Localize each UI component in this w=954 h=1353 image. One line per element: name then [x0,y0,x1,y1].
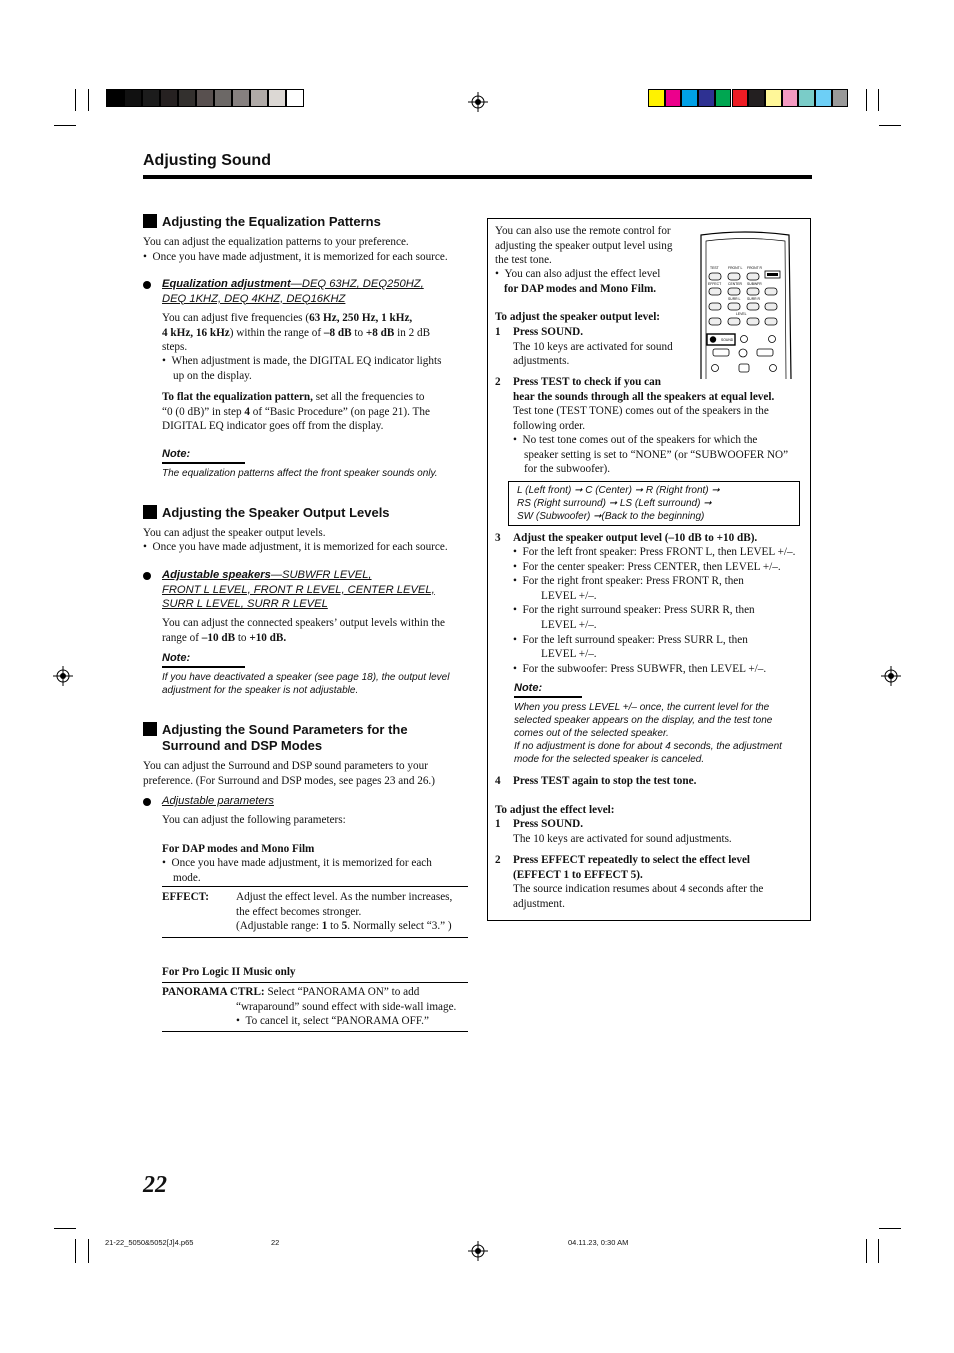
bullet-icon [143,572,151,580]
footer-file: 21-22_5050&5052[J]4.p65 [105,1238,194,1247]
note-rule [162,462,245,464]
remote-control-illustration [699,231,792,381]
remote-intro: You can also use the remote control for adjusting the speaker output level using the test tone. [495,225,673,267]
step-2-number: 2 [495,376,501,388]
color-swatch [765,89,782,107]
registration-target-icon [53,666,73,686]
step-2-bullet: • No test tone comes out of the speakers for which the speaker setting is set to “NONE” (or “SUBWOOFER NO” for the subwoofer). [513,434,789,476]
registration-target-icon [468,1241,488,1261]
eq-memo: • Once you have made adjustment, it is memorized for each source. [143,251,448,263]
remote-key-front-l: FRONT L [728,266,743,270]
color-swatch [214,89,232,107]
test-tone-sequence: L (Left front) ➞ C (Center) ➞ R (Right front) ➞ RS (Right surround) ➞ LS (Left surround) ➞ SW (Subwoofer) ➞(Back to the beginning) [517,485,720,522]
color-swatch [782,89,799,107]
section-heading-sound-params: Adjusting the Sound Parameters for the Surround and DSP Modes [143,722,408,754]
bullet-icon [143,281,151,289]
remote-key-test: TEST [710,266,719,270]
color-swatch [196,89,214,107]
step-3-number: 3 [495,532,501,544]
color-swatch [665,89,682,107]
snd-intro: You can adjust the Surround and DSP sound parameters to your preference. (For Surround and DSP modes, see pages 23 and 26.) [143,760,435,787]
eq-item-title: Equalization adjustment—DEQ 63HZ, DEQ250HZ, DEQ 1KHZ, DEQ 4KHZ, DEQ16KHZ [162,278,424,305]
section-marker-icon [143,505,157,519]
remote-key-front-r: FRONT R [747,266,763,270]
spk-paragraph: You can adjust the connected speakers’ output levels within the range of –10 dB to +10 dB. [162,617,445,644]
step-1-number: 1 [495,326,501,338]
color-swatch [160,89,178,107]
eq-bullet: • When adjustment is made, the DIGITAL EQ indicator lights up on the display. [162,355,442,382]
bullet-icon [143,798,151,806]
color-swatch [698,89,715,107]
effect-step-1: Press SOUND. The 10 keys are activated for sound adjustments. [513,818,732,845]
pl-title: For Pro Logic II Music only [162,966,296,978]
step-4-number: 4 [495,775,501,787]
remote-key-level: LEVEL [736,312,747,316]
table-rule [162,886,468,887]
note-label: Note: [514,682,543,694]
step-1: Press SOUND. The 10 keys are activated for sound adjustments. [513,326,673,368]
note-rule [162,666,245,668]
title-rule [143,175,812,179]
remote-note: When you press LEVEL +/– once, the current level for the selected speaker appears on the display, and the test tone comes out of the selected speaker. If no adjustment is done for about 4 seconds, the adjustment mode for the selected speaker is canceled. [514,702,782,765]
note-label: Note: [162,448,191,460]
color-swatch [832,89,849,107]
panorama-description: PANORAMA CTRL: Select “PANORAMA ON” to add “wraparound” sound effect with side-wall image. • To cancel it, select “PANORAMA OFF.” [162,986,457,1028]
remote-key-center: CENTER [728,282,742,286]
section-heading-eq: Adjusting the Equalization Patterns [143,214,381,230]
color-swatch [106,89,124,107]
effect-term: EFFECT: [162,891,210,903]
table-rule [162,937,468,938]
eq-note: The equalization patterns affect the front speaker sounds only. [162,468,438,479]
color-swatch [268,89,286,107]
remote-key-surr-r: SURR R [747,297,760,301]
spk-intro: You can adjust the speaker output levels. [143,527,326,539]
section-heading-speaker: Adjusting the Speaker Output Levels [143,505,390,521]
effect-step-1-number: 1 [495,818,501,830]
color-swatch [648,89,665,107]
remote-bullet: • You can also adjust the effect level for DAP modes and Mono Film. [495,268,661,295]
color-swatch [250,89,268,107]
spk-item-title: Adjustable speakers—SUBWFR LEVEL, FRONT L LEVEL, FRONT R LEVEL, CENTER LEVEL, SURR L LEVEL, SURR R LEVEL [162,569,435,611]
note-label: Note: [162,652,191,664]
step-3-bullets: • For the left front speaker: Press FRONT L, then LEVEL +/–. • For the center speaker: Press CENTER, then LEVEL +/–. • For the right front speaker: Press FRONT R, then LEVEL +/–. • For the right surround speaker: Press SURR R, then LEVEL +/–. • For the left surround speaker: Press SURR L, then LEVEL +/–. • For the subwoofer: Press SUBWFR, then LEVEL +/–. [513,546,796,675]
spk-memo: • Once you have made adjustment, it is memorized for each source. [143,541,448,553]
remote-key-surr-l: SURR L [728,297,741,301]
color-swatch [232,89,250,107]
effect-step-2-number: 2 [495,854,501,866]
color-swatch [124,89,142,107]
color-swatch [748,89,765,107]
color-swatch [286,89,304,107]
color-swatch [732,89,749,107]
note-rule [514,696,582,698]
snd-item-text: You can adjust the following parameters: [162,814,346,826]
color-swatch [815,89,832,107]
color-swatch [142,89,160,107]
footer-date: 04.11.23, 0:30 AM [568,1238,629,1247]
spk-note: If you have deactivated a speaker (see page 18), the output level adjustment for the speaker is not adjustable. [162,672,450,696]
table-rule [162,982,468,983]
section-marker-icon [143,722,157,736]
remote-key-sound: SOUND [721,338,734,342]
remote-key-effect: EFFECT [708,282,722,286]
dap-bullet: • Once you have made adjustment, it is memorized for each mode. [162,857,432,884]
remote-key-subwfr: SUBWFR [747,282,762,286]
dap-title: For DAP modes and Mono Film [162,843,315,855]
step-2: Press TEST to check if you can hear the sounds through all the speakers at equal level. Test tone (TEST TONE) comes out of the speakers in the following order. [513,376,775,432]
registration-target-icon [468,92,488,112]
snd-item-title: Adjustable parameters [162,795,274,807]
page-number: 22 [143,1172,167,1198]
color-swatch [178,89,196,107]
page-title: Adjusting Sound [143,152,271,169]
step-4-title: Press TEST again to stop the test tone. [513,775,697,787]
step-3-title: Adjust the speaker output level (–10 dB to +10 dB). [513,532,758,544]
eq-paragraph: You can adjust five frequencies (63 Hz, 250 Hz, 1 kHz, 4 kHz, 16 kHz) within the range of –8 dB to +8 dB in 2 dB steps. [162,312,431,354]
color-swatch [715,89,732,107]
section-marker-icon [143,214,157,228]
effect-description: Adjust the effect level. As the number increases, the effect becomes stronger. (Adjustable range: 1 to 5. Normally select “3.” ) [236,891,453,933]
registration-target-icon [881,666,901,686]
effect-heading: To adjust the effect level: [495,804,615,816]
effect-step-2: Press EFFECT repeatedly to select the effect level (EFFECT 1 to EFFECT 5). The source indication resumes about 4 seconds after the adjustment. [513,854,764,910]
eq-flat-paragraph: To flat the equalization pattern, set all the frequencies to “0 (0 dB)” in step 4 of “Basic Procedure” (on page 21). The DIGITAL EQ indicator goes off from the display. [162,391,430,433]
color-swatch [798,89,815,107]
table-rule [162,1031,468,1032]
footer-page: 22 [271,1238,280,1247]
level-heading: To adjust the speaker output level: [495,311,661,323]
color-swatch [681,89,698,107]
eq-intro: You can adjust the equalization patterns to your preference. [143,236,409,248]
